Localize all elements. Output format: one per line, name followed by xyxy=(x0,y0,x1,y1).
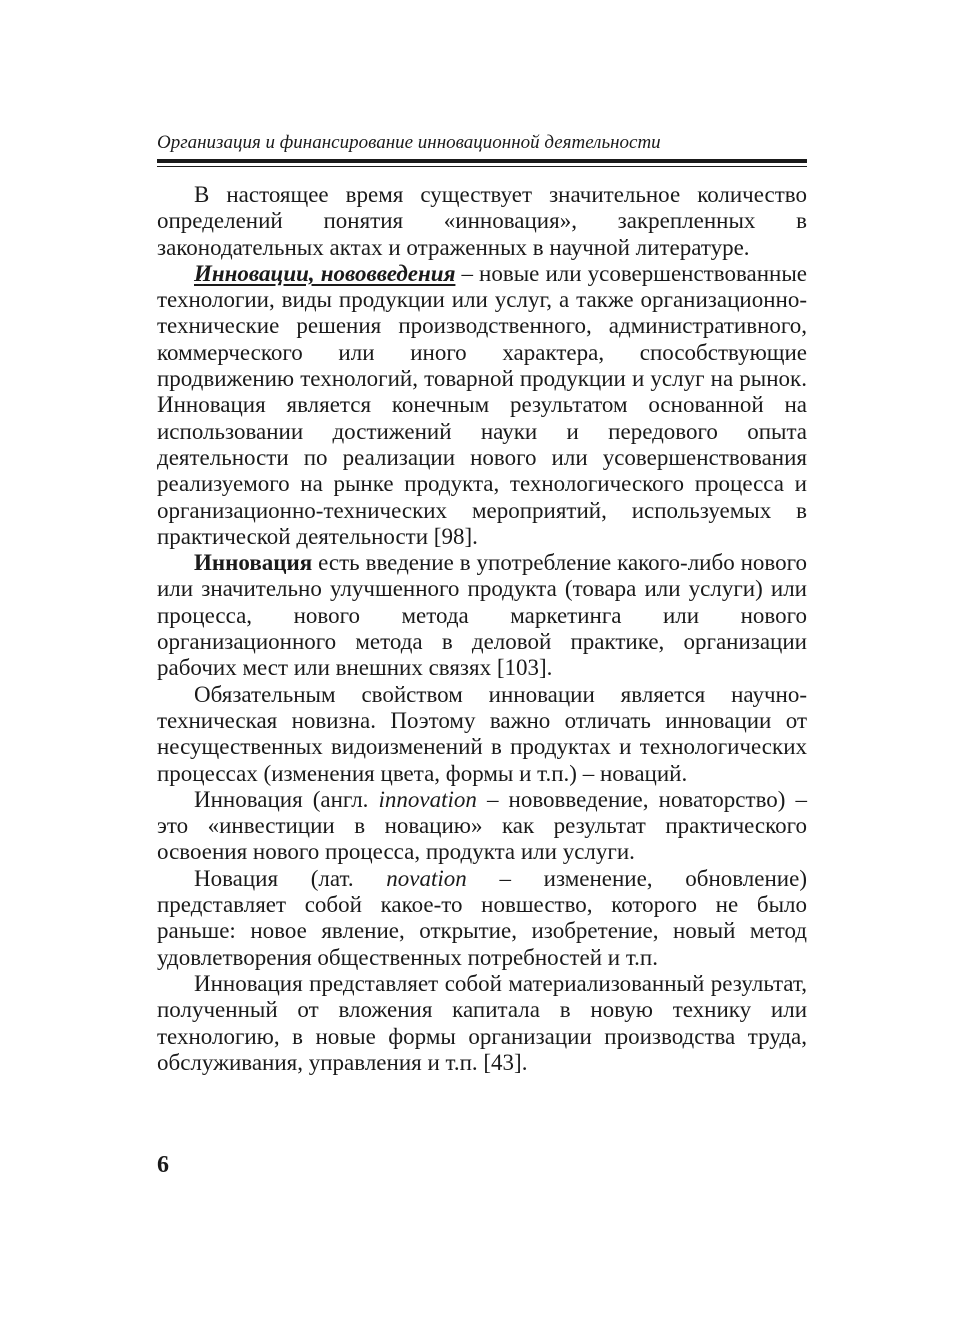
paragraph-definition-innovations xyxy=(157,261,807,550)
foreign-word-innovation: innovation xyxy=(378,786,477,812)
header-rule-thin xyxy=(157,166,807,167)
paragraph-text-before: Новация (лат. xyxy=(194,865,387,891)
term-innovations: Инновации, нововведения xyxy=(194,260,456,286)
paragraph-latin-origin xyxy=(157,866,807,971)
paragraph-english-origin xyxy=(157,787,807,866)
paragraph-definition-innovation xyxy=(157,550,807,681)
foreign-word-novation: novation xyxy=(386,865,467,891)
paragraph-text: – новые или усовершенствованные технологии, виды продукции или услуг, а также организационно-технические решения производственного, административного, коммерческого или иного характера, способствующие продвижению технологий, товарной продукции и услуг на рынок. Инновация является конечным результатом основанной на использовании достижений науки и передового опыта деятельности по реализации нового или усовершенствования реализуемого на рынке продукта, технологического процесса и организационно-технических мероприятий, используемых в практической деятельности [98]. xyxy=(157,260,807,549)
header-rule-thick xyxy=(157,159,807,163)
paragraph-novelty xyxy=(157,682,807,787)
paragraph-materialized-result xyxy=(157,971,807,1076)
paragraph-text: есть введение в употребление какого-либо нового или значительно улучшенного продукта (товара или услуги) или процесса, нового метода маркетинга или нового организационного метода в деловой практике, организации рабочих мест или внешних связях [103]. xyxy=(157,550,807,681)
page-number: 6 xyxy=(157,1152,169,1178)
paragraph-text-after: – изменение, обновление) представляет собой какое-то новшество, которого не было раньше: новое явление, открытие, изобретение, новый метод удовлетворения общественных потребностей и т.п. xyxy=(157,865,807,970)
paragraph-text: Инновация представляет собой материализованный результат, полученный от вложения капитала в новую технику или технологию, в новые формы организации производства труда, обслуживания, управления и т.п. [43]. xyxy=(157,970,807,1075)
paragraph-text: В настоящее время существует значительное количество определений понятия «инновация», закрепленных в законодательных актах и отраженных в научной литературе. xyxy=(157,182,807,260)
paragraph-text: Обязательным свойством инновации является научно-техническая новизна. Поэтому важно отличать инновации от несущественных видоизменений в продуктах и технологических процессах (изменения цвета, формы и т.п.) – новаций. xyxy=(157,681,807,786)
term-innovation: Инновация xyxy=(194,550,313,576)
running-header: Организация и финансирование инновационной деятельности xyxy=(157,132,661,153)
paragraph-intro xyxy=(157,182,807,261)
body-text xyxy=(157,182,807,1076)
paragraph-text-before: Инновация (англ. xyxy=(194,786,379,812)
paragraph-text-after: – нововведение, новаторство) – это «инвестиции в новацию» как результат практического освоения нового процесса, продукта или услуги. xyxy=(157,786,807,865)
